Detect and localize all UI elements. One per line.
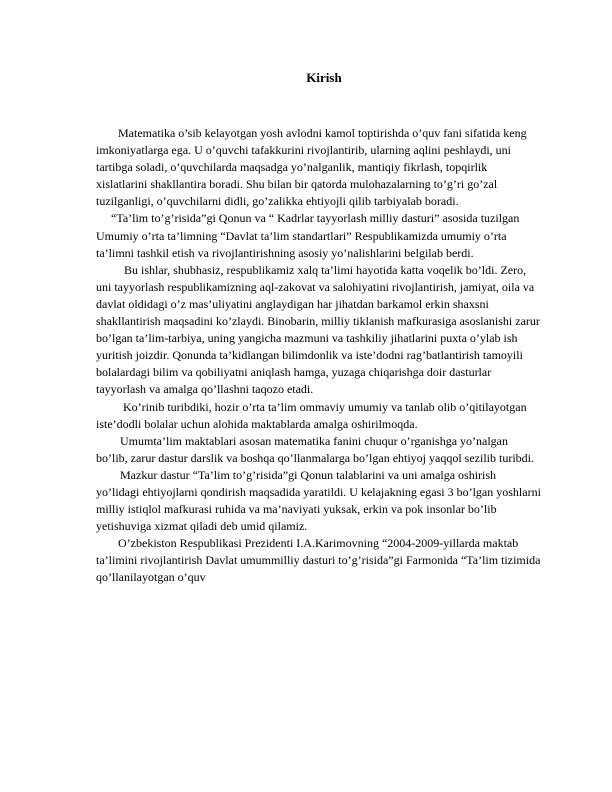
page-title: Kirish <box>306 70 342 85</box>
paragraph: O’zbekiston Respublikasi Prezidenti I.A.Karimovning “2004-2009-yillarda maktab ta’limini rivojlantirish Davlat umummilliy dasturi to’g’risida”gi Farmonida “Ta’lim tizimida qo’llanilayotgan o’quv <box>96 536 541 585</box>
paragraph: “Ta’lim to’g’risida”gi Qonun va “ Kadrlar tayyorlash milliy dasturi” asosida tuzilgan Umumiy o’rta ta’limning “Davlat ta’lim standartlari” Respublikamizda umumiy o’rta ta’limni tashkil etish va rivojlantirishning asosiy yo’nalishlarini belgilab berdi. <box>96 211 520 260</box>
paragraph: Mazkur dastur “Ta’lim to’g’risida”gi Qonun talablarini va uni amalga oshirish yo’lidagi ehtiyojlarni qondirish maqsadida yaratildi. U kelajakning egasi 3 bo’lgan yoshlarni milliy istiqlol mafkurasi ruhida va ma’naviyati yuksak, erkin va pok insonlar bo’lib yetishuviga xizmat qiladi deb umid qilamiz. <box>96 467 541 534</box>
paragraph: Bu ishlar, shubhasiz, respublikamiz xalq ta’limi hayotida katta voqelik bo’ldi. Zero, uni tayyorlash respublikamizning aql-zakovat va salohiyatini rivojlantirish, jamiyat, oila va davlat oldidagi o’z mas’uliyatini anglaydigan har jihatdan barkamol erkin shaxsni shakllantirish maqsadini ko’zlaydi. Binobarin, milliy tiklanish mafkurasiga asoslanishi zarur bo’lgan ta’lim-tarbiya, uning yangicha mazmuni va tashkiliy jihatlarini puxta o’ylab ish yuritish joizdir. Qonunda ta’kidlangan bilimdonlik va iste’dodni rag’batlantirish tamoyili bolalardagi bilim va qobiliyatni aniqlash hamga, yuzaga chiqarishga doir dasturlar tayyorlash va amalga qo’llashni taqozo etadi. <box>96 262 540 397</box>
body-text <box>96 125 541 587</box>
paragraph: Ko’rinib turibdiki, hozir o’rta ta’lim ommaviy umumiy va tanlab olib o’qitilayotgan iste’dodli bolalar uchun alohida maktablarda amalga oshirilmoqda. <box>96 399 527 431</box>
paragraph: Umumta’lim maktablari asosan matematika fanini chuqur o’rganishga yo’nalgan bo’lib, zarur dastur darslik va boshqa qo’llanmalarga bo’lgan ehtiyoj yaqqol sezilib turibdi. <box>96 433 534 465</box>
paragraph: Matematika o’sib kelayotgan yosh avlodni kamol toptirishda o’quv fani sifatida keng imkoniyatlarga ega. U o’quvchi tafakkurini rivojlantirib, ularning aqlini peshlaydi, uni tartibga soladi, o’quvchilarda maqsadga yo’nalganlik, mantiqiy fikrlash, topqirlik xislatlarini shakllantira boradi. Shu bilan bir qatorda mulohazalarning to’g’ri go’zal tuzilganligi, o’quvchilarni didli, go’zalikka ehtiyojli qilib tarbiyalab boradi. <box>96 126 527 209</box>
